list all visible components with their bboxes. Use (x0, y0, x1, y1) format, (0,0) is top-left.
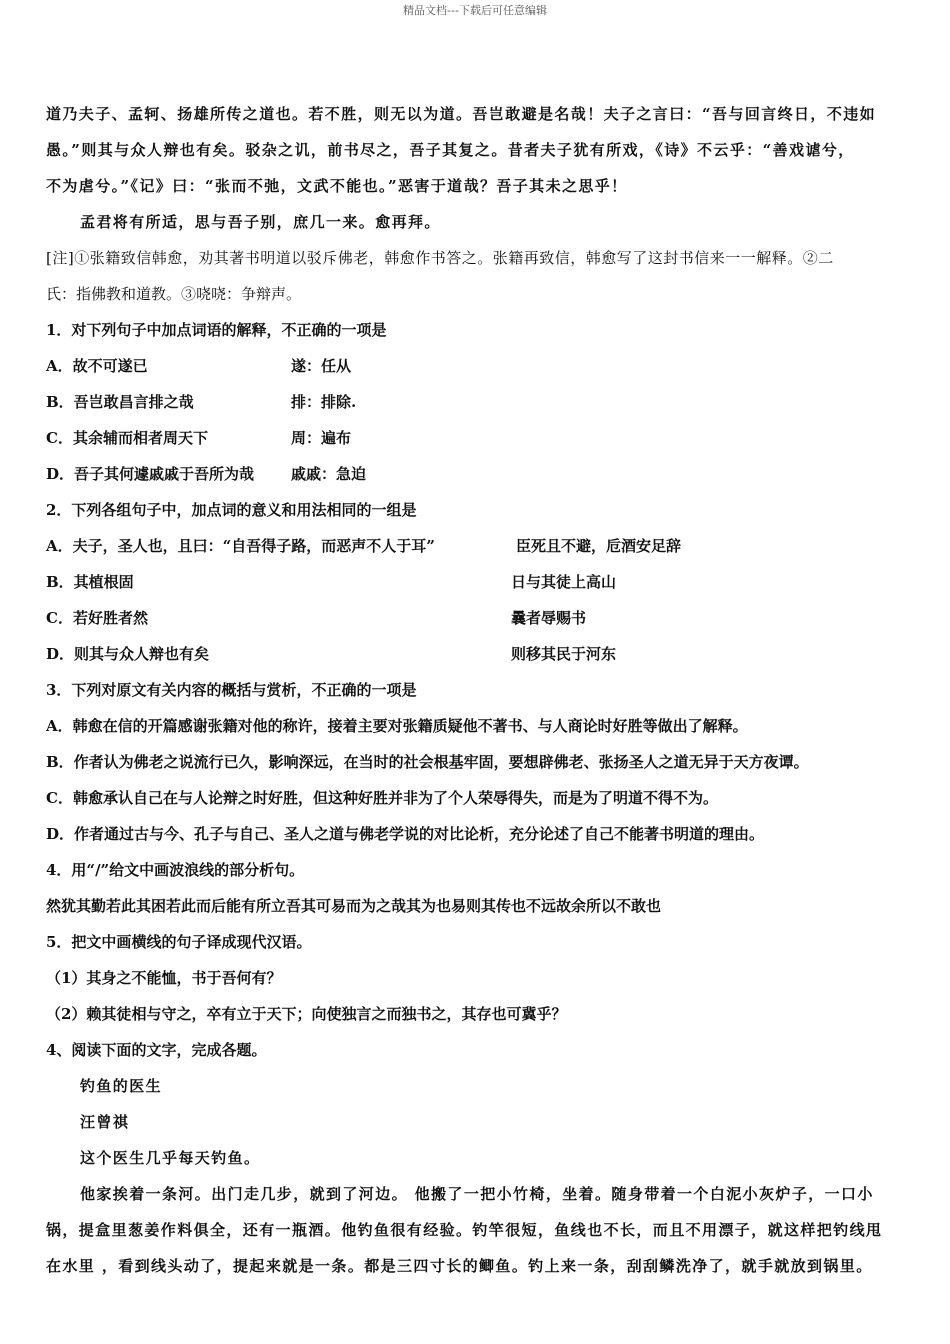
q5-item-2: （2）赖其徒相与守之，卒有立于天下；向使独言之而独书之，其存也可冀乎？ (46, 1005, 567, 1023)
q2-option-a (46, 528, 908, 564)
q2-option-left: D．则其与众人辩也有矣 (46, 645, 210, 663)
q1-option-text: D．吾子其何遽戚戚于吾所为哉 (46, 465, 255, 483)
q3-option-c: C．韩愈承认自己在与人论辩之时好胜，但这种好胜并非为了个人荣辱得失，而是为了明道不得不为。 (46, 789, 718, 807)
story-paragraph: 他家挨着一条河。出门走几步，就到了河边。 他搬了一把小竹椅，坐着。随身带着一个白泥小灰炉子，一口小 (80, 1185, 874, 1203)
q1-option-text: B．吾岂敢昌言排之哉 (46, 393, 194, 411)
q1-option-c (46, 420, 908, 456)
q2-option-c (46, 600, 908, 636)
q1-option-gloss: 遂：任从 (291, 357, 352, 375)
q2-option-right: 曩者辱赐书 (511, 609, 587, 627)
q1-option-a (46, 348, 908, 384)
q1-option-text: C．其余辅而相者周天下 (46, 429, 208, 447)
passage-line-3: 不为虐兮。”《记》曰：“张而不弛，文武不能也。”恶害于道哉？吾子其未之思乎！ (46, 177, 628, 195)
story-title: 钓鱼的医生 (80, 1077, 163, 1095)
q1-option-b (46, 384, 908, 420)
q3-option-b: B．作者认为佛老之说流行已久，影响深远，在当时的社会根基牢固，要想辟佛老、张扬圣人之道无异于天方夜谭。 (46, 753, 809, 771)
q1-option-gloss: 排：排除. (291, 393, 357, 411)
document-page (46, 96, 908, 1284)
q3-option-d: D．作者通过古与今、孔子与自己、圣人之道与佛老学说的对比论析，充分论述了自己不能著书明道的理由。 (46, 825, 765, 843)
q1-option-gloss: 戚戚：急迫 (291, 465, 367, 483)
q1-option-d (46, 456, 908, 492)
q2-option-right: 则移其民于河东 (511, 645, 617, 663)
q4-stem: 4．用“/”给文中画波浪线的部分析句。 (46, 861, 305, 879)
q1-option-gloss: 周：遍布 (291, 429, 352, 447)
q1-option-text: A．故不可遂已 (46, 357, 148, 375)
passage-line-2: 愚。”则其与众人辩也有矣。驳杂之讥，前书尽之，吾子其复之。昔者夫子犹有所戏，《诗》不云乎：“善戏谑兮， (46, 141, 855, 159)
q2-option-right: 臣死且不避，卮酒安足辞 (516, 537, 682, 555)
page-header: 精品文档---下载后可任意编辑 (403, 4, 547, 17)
q5-stem: 5．把文中画横线的句子译成现代汉语。 (46, 933, 312, 951)
q2-option-right: 日与其徒上高山 (511, 573, 617, 591)
q2-option-b (46, 564, 908, 600)
story-paragraph: 在水里 ，看到线头动了，提起来就是一条。都是三四寸长的鲫鱼。钓上来一条，刮刮鳞洗净了，就手就放到锅里。 (46, 1257, 873, 1275)
q5-item-1: （1）其身之不能恤，书于吾何有？ (46, 969, 282, 987)
q2-option-left: A．夫子，圣人也，且曰：“自吾得子路，而恶声不人于耳” (46, 537, 435, 555)
note-line-1: [注]①张籍致信韩愈，劝其著书明道以驳斥佛老，韩愈作书答之。张籍再致信，韩愈写了这封书信来一一解释。②二 (46, 249, 834, 267)
q3-option-a: A．韩愈在信的开篇感谢张籍对他的称许，接着主要对张籍质疑他不著书、与人商论时好胜等做出了解释。 (46, 717, 748, 735)
q3-stem: 3．下列对原文有关内容的概括与赏析，不正确的一项是 (46, 681, 417, 699)
q2-option-d (46, 636, 908, 672)
passage-line-4: 孟君将有所适，思与吾子别，庶几一来。愈再拜。 (80, 213, 441, 231)
story-paragraph: 这个医生几乎每天钓鱼。 (80, 1149, 261, 1167)
section4-heading: 4、阅读下面的文字，完成各题。 (46, 1041, 267, 1059)
story-author: 汪曾祺 (80, 1113, 130, 1131)
q4-text: 然犹其勤若此其困若此而后能有所立吾其可易而为之哉其为也易则其传也不远故余所以不敢也 (46, 897, 662, 915)
q2-option-left: B．其植根固 (46, 573, 134, 591)
story-paragraph: 锅，提盒里葱姜作料俱全，还有一瓶酒。他钓鱼很有经验。钓竿很短，鱼线也不长，而且不用漂子，就这样把钓线甩 (46, 1221, 883, 1239)
passage-line-1: 道乃夫子、孟轲、扬雄所传之道也。若不胜，则无以为道。吾岂敢避是名哉！夫子之言曰：“吾与回言终日，不违如 (46, 105, 877, 123)
q2-option-left: C．若好胜者然 (46, 609, 148, 627)
q2-stem: 2．下列各组句子中，加点词的意义和用法相同的一组是 (46, 501, 417, 519)
note-line-2: 氏：指佛教和道教。③哓哓：争辩声。 (46, 285, 302, 303)
q1-stem: 1．对下列句子中加点词语的解释，不正确的一项是 (46, 321, 387, 339)
